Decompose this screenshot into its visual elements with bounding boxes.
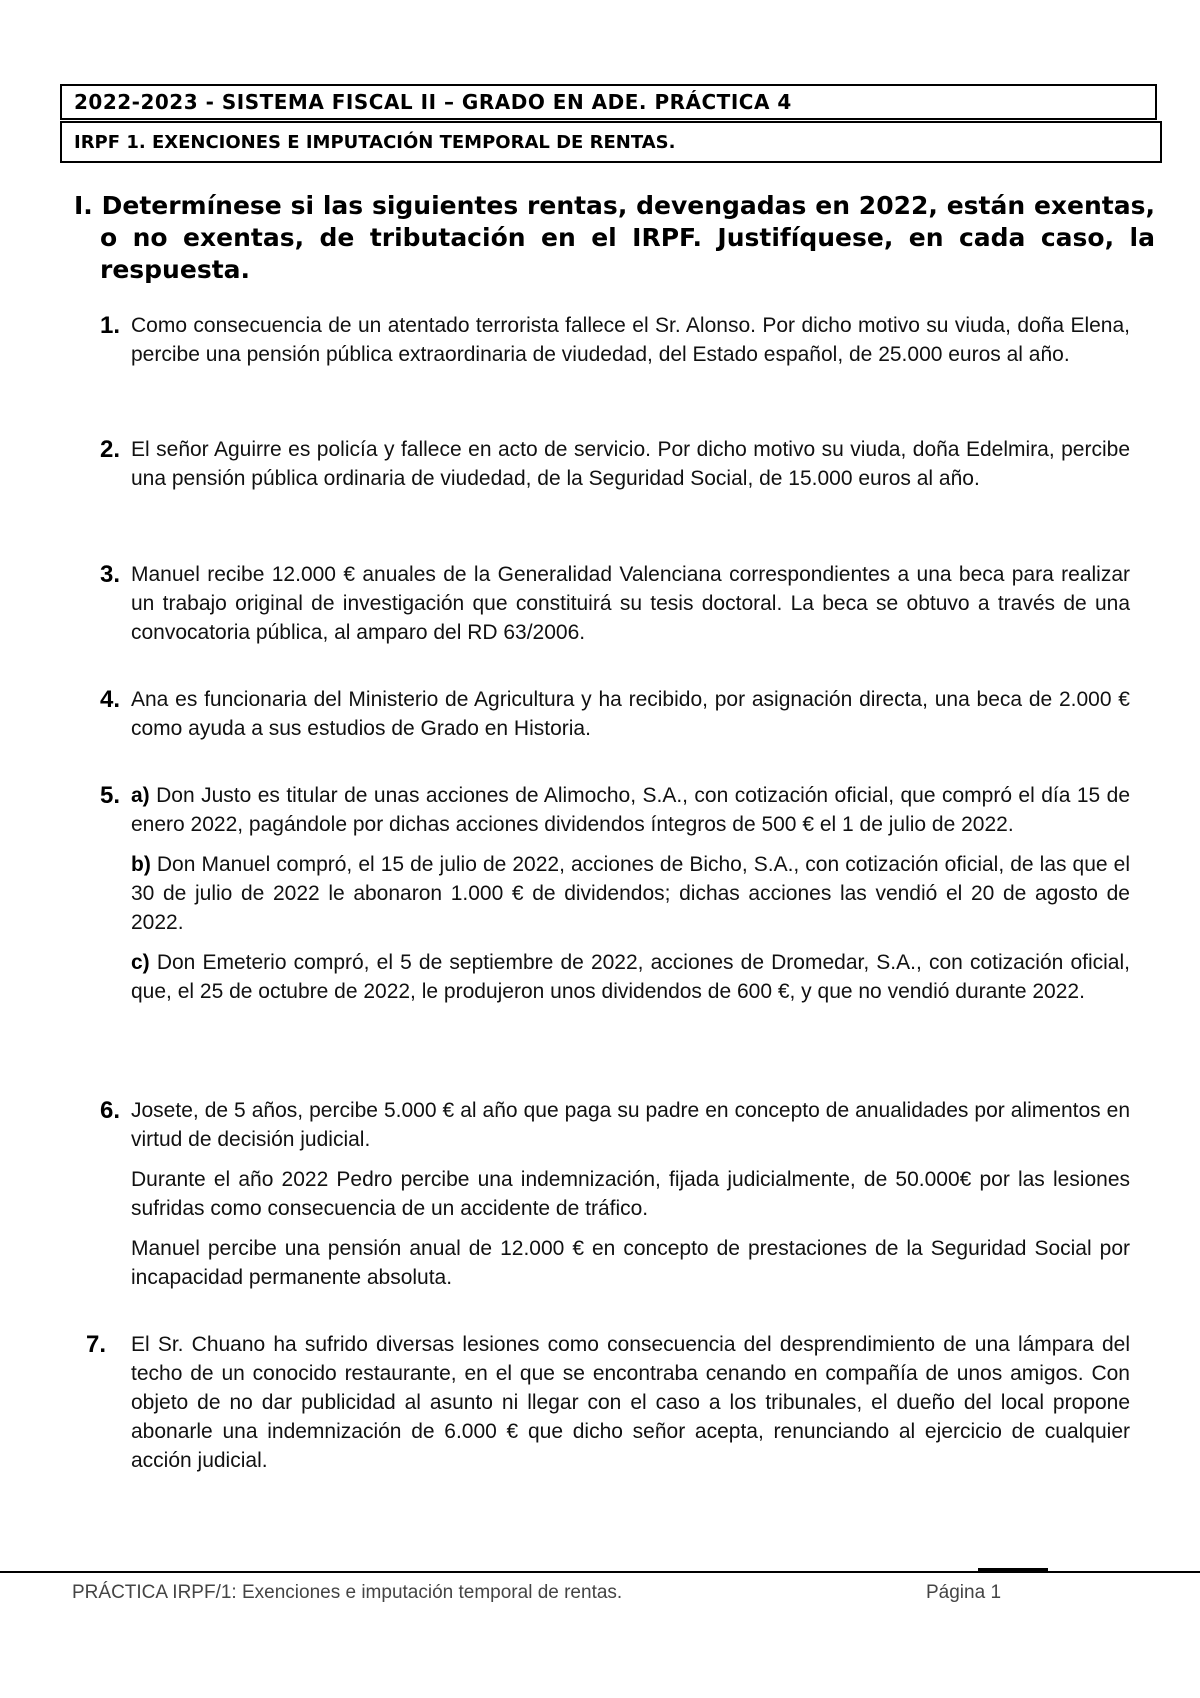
item-text: Manuel recibe 12.000 € anuales de la Generalidad Valenciana correspondientes a una beca para realizar un trabajo original de investigación que constituirá su tesis doctoral. La beca se obtuvo a través de una convocatoria pública, al amparo del RD 63/2006. [131,563,1130,644]
footer-document-title: PRÁCTICA IRPF/1: Exenciones e imputación temporal de rentas. [72,1582,623,1603]
subpart-text: Don Justo es titular de unas acciones de Alimocho, S.A., con cotización oficial, que compró el día 15 de enero 2022, pagándole por dichas acciones dividendos íntegros de 500 € el 1 de julio de 2022. [131,784,1130,836]
header-course-title: 2022-2023 - SISTEMA FISCAL II – GRADO EN ADE. PRÁCTICA 4 [60,84,1157,120]
subpart-label: a) [131,784,150,807]
item-text: Como consecuencia de un atentado terrorista fallece el Sr. Alonso. Por dicho motivo su viuda, doña Elena, percibe una pensión pública extraordinaria de viudedad, del Estado español, de 25.000 euros al año. [131,314,1130,366]
list-item-4 [100,685,1130,743]
footer-divider [0,1571,1200,1573]
list-item-7 [86,1330,1130,1475]
item-number: 6. [100,1097,121,1124]
section-question: I. Determínese si las siguientes rentas, devengadas en 2022, están exentas, o no exentas, de tributación en el IRPF. Justifíquese, en cada caso, la respuesta. [74,191,1155,284]
subpart-label: c) [131,951,150,974]
item-number: 2. [100,436,121,463]
item-text: El Sr. Chuano ha sufrido diversas lesiones como consecuencia del desprendimiento de una lámpara del techo de un conocido restaurante, en el que se encontraba cenando en compañía de unos amigos. Con objeto de no dar publicidad al asunto ni llegar con el caso a los tribunales, el dueño del local propone abonarle una indemnización de 6.000 € que dicho señor acepta, renunciando al ejercicio de cualquier acción judicial. [131,1333,1130,1472]
list-item-2 [100,435,1130,493]
item-paragraph: Durante el año 2022 Pedro percibe una indemnización, fijada judicialmente, de 50.000€ por las lesiones sufridas como consecuencia de un accidente de tráfico. [131,1168,1130,1220]
item-number: 4. [100,686,121,713]
item-subpart-c [131,948,1130,1006]
header-topic-title: IRPF 1. EXENCIONES E IMPUTACIÓN TEMPORAL DE RENTAS. [60,121,1162,163]
list-item-3 [100,560,1130,647]
item-text: Ana es funcionaria del Ministerio de Agricultura y ha recibido, por asignación directa, una beca de 2.000 € como ayuda a sus estudios de Grado en Historia. [131,688,1130,740]
item-subpart-b [131,850,1130,937]
subpart-text: Don Emeterio compró, el 5 de septiembre de 2022, acciones de Dromedar, S.A., con cotización oficial, que, el 25 de octubre de 2022, le produjeron unos dividendos de 600 €, y que no vendió durante 2022. [131,951,1130,1003]
item-paragraph: Josete, de 5 años, percibe 5.000 € al año que paga su padre en concepto de anualidades por alimentos en virtud de decisión judicial. [131,1099,1130,1151]
item-number: 1. [100,312,121,339]
footer-divider-accent [978,1568,1048,1571]
list-item-5 [100,781,1130,1006]
item-subpart-a [131,781,1130,839]
item-number: 7. [86,1331,107,1358]
item-number: 5. [100,782,121,809]
list-item-6 [100,1096,1130,1292]
subpart-label: b) [131,853,151,876]
item-number: 3. [100,561,121,588]
item-paragraph: Manuel percibe una pensión anual de 12.000 € en concepto de prestaciones de la Seguridad Social por incapacidad permanente absoluta. [131,1237,1130,1289]
item-text: El señor Aguirre es policía y fallece en acto de servicio. Por dicho motivo su viuda, doña Edelmira, percibe una pensión pública ordinaria de viudedad, de la Seguridad Social, de 15.000 euros al año. [131,438,1130,490]
footer-page-number: Página 1 [926,1582,1002,1603]
subpart-text: Don Manuel compró, el 15 de julio de 2022, acciones de Bicho, S.A., con cotización oficial, de las que el 30 de julio de 2022 le abonaron 1.000 € de dividendos; dichas acciones las vendió el 20 de agosto de 2022. [131,853,1130,934]
list-item-1 [100,311,1130,369]
